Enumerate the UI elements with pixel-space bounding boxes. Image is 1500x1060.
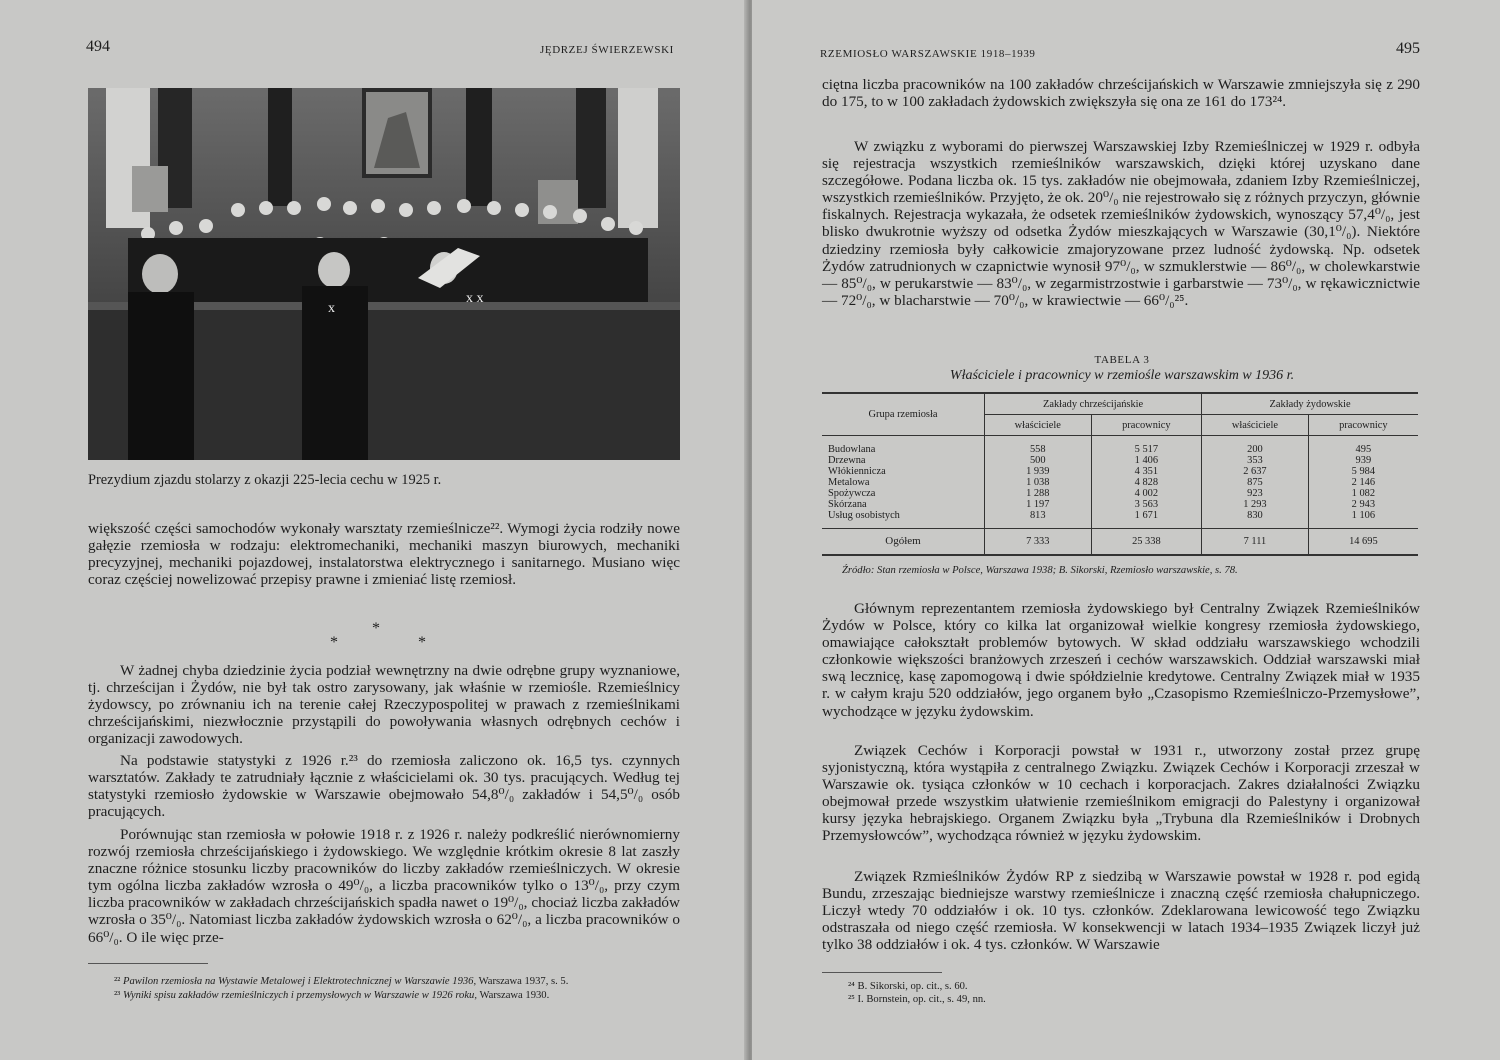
table-row: Włókiennicza 1 939 4 351 2 637 5 984 [822, 466, 1418, 477]
photo-mark-double: x x [466, 291, 484, 306]
header-jewish-owners: właściciele [1202, 415, 1309, 436]
table-row: Drzewna 500 1 406 353 939 [822, 455, 1418, 466]
running-head-left: JĘDRZEJ ŚWIERZEWSKI [540, 44, 674, 56]
footnote-22 [114, 975, 684, 988]
right-paragraph-5: Związek Rzmieślników Żydów RP z siedzibą w Warszawie powstał w 1928 r. pod egidą Bundu, zrzeszając biedniejsze warstwy rzemieślnicze i znaczną część rzemiosła chałupniczego. Liczył wtedy 70 oddziałów i ok. 10 tys. członków. Zdeklarowana lewicowość tego Związku odstraszała od niego część rzemiosła. W konsekwencji w latach 1934–1935 Związek liczył już tylko 38 oddziałów i ok. 4 tys. członków. W Warszawie [822, 868, 1420, 954]
footnote-23 [114, 989, 684, 1002]
left-page [0, 0, 748, 1060]
left-paragraph-4: Porównując stan rzemiosła w połowie 1918 r. z 1926 r. należy podkreślić nierównomierny rozwój rzemiosła chrześcijańskiego i żydowskiego. We względnie krótkim okresie 8 lat zaszły znaczne różnice stosunku liczby pracowników do liczby zakładów rzemieślniczych. W okresie tym ogólna liczba zakładów wzrosła o 49⁰/₀, a liczba pracowników tylko o 13⁰/₀, przy czym liczba pracowników w zakładach chrześcijańskich spadła nawet o 19⁰/₀, chociaż liczba zakładów wzrosła o 35⁰/₀. Natomiast liczba zakładów żydowskich wzrosła o 62⁰/₀, a liczba pracowników o 66⁰/₀. O ile więc prze- [88, 826, 680, 946]
table-row: Usług osobistych 813 1 671 830 1 106 [822, 510, 1418, 521]
right-paragraph-3: Głównym reprezentantem rzemiosła żydowskiego był Centralny Związek Rzemieślników Żydów w Polsce, który co kilka lat organizował wielkie kongresy rzemiosła żydowskiego, omawiające całokształt problemów bytowych. W skład oddziału warszawskiego wchodzili członkowie większości branżowych zrzeszeń i cechów warszawskich. Oddział warszawski miał swą lecznicę, kasę zapomogową i dwie spółdzielnie kredytowe. Centralny Związek miał w 1935 r. w całym kraju 520 oddziałów, jego organem było „Czasopismo Rzemieślniczo-Przemysłowe”, wychodzące w języku żydowskim. [822, 600, 1420, 720]
footnote-23-rest: Warszawa 1930. [479, 990, 550, 1001]
footnote-rule-left [88, 963, 208, 964]
asterisk-top: * [372, 620, 380, 637]
header-group: Grupa rzemiosła [822, 393, 985, 436]
footnote-22-rest: Warszawa 1937, s. 5. [478, 976, 569, 987]
table-row: Metalowa 1 038 4 828 875 2 146 [822, 477, 1418, 488]
running-head-right: RZEMIOSŁO WARSZAWSKIE 1918–1939 [820, 48, 1036, 60]
historical-photo [88, 88, 680, 460]
photo-illustration [88, 88, 680, 460]
right-paragraph-2: W związku z wyborami do pierwszej Warszawskiej Izby Rzemieślniczej w 1929 r. odbyła się rejestracja wszystkich rzemieślników warszawskich, dzięki której uzyskano dane szczegółowe. Podana liczba ok. 15 tys. zakładów nie obejmowała, zdaniem Izby Rzemieślniczej, wszystkich rzemieślników. Przyjęto, że ok. 20⁰/₀ nie rejestrowało się z różnych przyczyn, głównie fiskalnych. Rejestracja wykazała, że odsetek rzemieślników żydowskich, wynoszący 57,4⁰/₀, jest blisko dwukrotnie wyższy od odsetka Żydów mieszkających w Warszawie (30,1⁰/₀). Niektóre dziedziny rzemiosła były całkowicie zmajoryzowane przez ludność żydowską. Np. odsetek Żydów zatrudnionych w czapnictwie wynosił 97⁰/₀, w szmuklerstwie — 86⁰/₀, w cholewkarstwie — 85⁰/₀, w perukarstwie — 83⁰/₀, w zegarmistrzostwie i garbarstwie — 73⁰/₀, w rękawicznictwie — 72⁰/₀, w blacharstwie — 70⁰/₀, w krawiectwie — 66⁰/₀²⁵. [822, 138, 1420, 309]
left-paragraph-3: Na podstawie statystyki z 1926 r.²³ do rzemiosła zaliczono ok. 16,5 tys. czynnych warsztatów. Zakłady te zatrudniały łącznie z właścicielami ok. 30 tys. pracujących. Według tej statystyki rzemiosło żydowskie w Warszawie obejmowało 54,8⁰/₀ zakładów i 54,5⁰/₀ osób pracujących. [88, 752, 680, 821]
right-paragraph-4: Związek Cechów i Korporacji powstał w 1931 r., utworzony został przez grupę syjonistyczną, która wystąpiła z centralnego Związku. Związek Cechów i Korporacji zrzeszał w Warszawie ok. tysiąca członków w 10 cechach i korporacjach. Zakres działalności Związku obejmował przede wszystkim ułatwienie rzemieślnikom emigracji do Palestyny i organizował kursy języka hebrajskiego. Organem Związku była „Trybuna dla Rzemieślników i Drobnych Przemysłowców”, wychodząca również w języku żydowskim. [822, 742, 1420, 845]
page-number-left: 494 [86, 38, 110, 55]
table-source: Źródło: Stan rzemiosła w Polsce, Warszawa 1938; B. Sikorski, Rzemiosło warszawskie, s. 78. [842, 565, 1238, 576]
table-row: Skórzana 1 197 3 563 1 293 2 943 [822, 499, 1418, 510]
footnote-23-title: Wyniki spisu zakładów rzemieślniczych i przemysłowych w Warszawie w 1926 roku, [123, 990, 478, 1001]
photo-mark-single: x [328, 301, 335, 316]
header-christian-owners: właściciele [985, 415, 1092, 436]
photo-caption: Prezydium zjazdu stolarzy z okazji 225-lecia cechu w 1925 r. [88, 472, 442, 488]
footnote-rule-right [822, 972, 942, 973]
table-label: TABELA 3 [1094, 354, 1150, 366]
left-paragraph-1: większość części samochodów wykonały warsztaty rzemieślnicze²². Wymogi życia rodziły nowe gałęzie rzemiosła w rodzaju: elektromechaniki, mechaniki maszyn biurowych, mechaniki precyzyjnej, mechaniki pojazdowej, instalatorstwa elektrycznego i sanitarnego. Musiano więc coraz częściej nowelizować przepisy prawne i zmieniać listę rzemiosł. [88, 520, 680, 589]
footnote-25: ²⁵ I. Bornstein, op. cit., s. 49, nn. [848, 994, 986, 1005]
left-paragraph-2: W żadnej chyba dziedzinie życia podział wewnętrzny na dwie odrębne grupy wyznaniowe, tj. chrześcijan i Żydów, nie był tak ostro zarysowany, jak właśnie w rzemiośle. Rzemieślnicy żydowscy, po zrównaniu ich na terenie całej Rzeczypospolitej w prawach z rzemieślnikami chrześcijańskimi, niezwłocznie przystąpili do powoływania własnych odrębnych cechów i organizacji zawodowych. [88, 662, 680, 748]
footnote-22-mark: ²² [114, 976, 121, 987]
header-jewish-workers: pracownicy [1308, 415, 1418, 436]
asterisk-right: * [418, 634, 426, 651]
statistics-table [822, 392, 1418, 556]
table-row: Budowlana 558 5 517 200 495 [822, 444, 1418, 455]
right-paragraph-1: ciętna liczba pracowników na 100 zakładów chrześcijańskich w Warszawie zmniejszyła się z 290 do 175, to w 100 zakładach żydowskich zwiększyła się ona ze 161 do 173²⁴. [822, 76, 1420, 111]
page-number-right: 495 [1396, 40, 1420, 57]
header-jewish: Zakłady żydowskie [1202, 393, 1418, 415]
table-row: Spożywcza 1 288 4 002 923 1 082 [822, 488, 1418, 499]
footnote-24: ²⁴ B. Sikorski, op. cit., s. 60. [848, 981, 968, 992]
table-total-row: Ogółem 7 333 25 338 7 111 14 695 [822, 529, 1418, 555]
table-title: Właściciele i pracownicy w rzemiośle warszawskim w 1936 r. [949, 368, 1295, 383]
asterisk-left: * [330, 634, 338, 651]
footnote-22-title: Pawilon rzemiosła na Wystawie Metalowej i Elektrotechnicznej w Warszawie 1936, [123, 976, 477, 987]
footnote-23-mark: ²³ [114, 990, 121, 1001]
section-separator [300, 620, 460, 654]
header-christian-workers: pracownicy [1091, 415, 1202, 436]
header-christian: Zakłady chrześcijańskie [985, 393, 1202, 415]
